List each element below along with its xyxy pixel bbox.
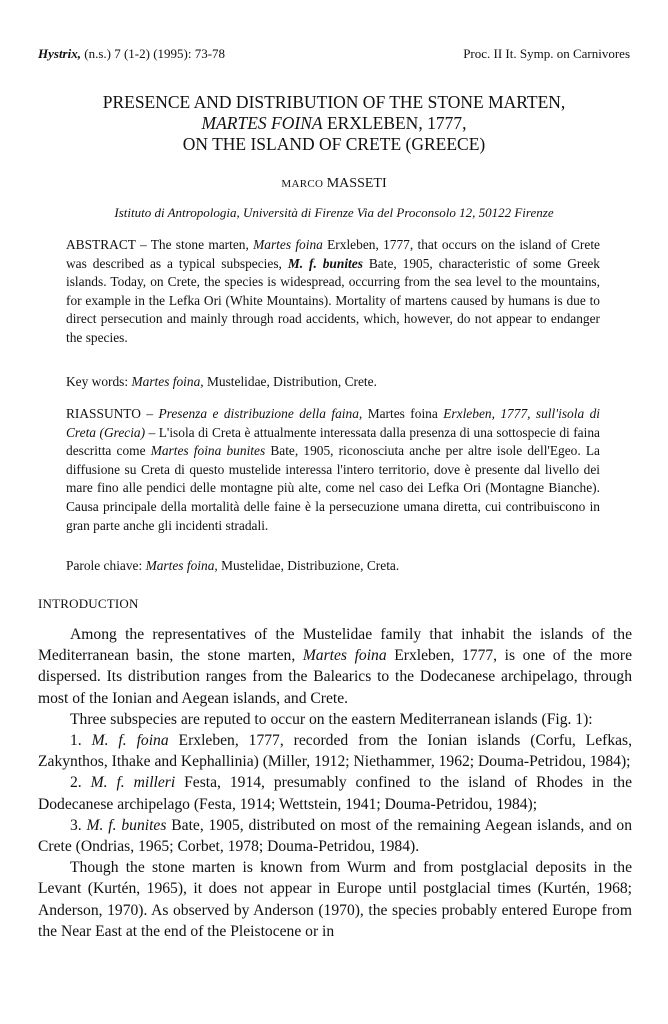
abstract-text-3: Bate, 1905, characteristic of some Greek islands. Today, on Crete, the species is widespread, occurring from the sea level to the mountains, for example in the Lefka Ori (White Mountains). Mortality of martens caused by humans is due to direct persecution and mainly through road accidents, which, however, do not appear to endanger the species.	[66, 255, 600, 345]
title-line-2	[20, 113, 648, 134]
intro-paragraph-1: Among the representatives of the Mustelidae family that inhabit the islands of the Mediterranean basin, the stone marten, Martes foina Erxleben, 1777, is one of the more dispersed. Its distribution ranges from the Balearics to the Dodecanese archipelago, through most of the Ionian and Aegean islands, and Crete.	[38, 626, 632, 707]
abstract	[66, 236, 600, 348]
introduction-body	[38, 624, 632, 942]
proceedings-title: Proc. II It. Symp. on Carnivores	[463, 46, 630, 61]
title-line-1: PRESENCE AND DISTRIBUTION OF THE STONE MARTEN,	[102, 92, 566, 112]
keywords-species-italic: Martes foina	[131, 374, 201, 389]
section-heading-introduction: INTRODUCTION	[38, 596, 139, 611]
title-line-3: ON THE ISLAND OF CRETE (GREECE)	[182, 134, 486, 154]
author-name	[0, 176, 668, 192]
subspecies-name-italic: M. f. bunites	[86, 816, 167, 834]
subspecies-list-item-1: 1. M. f. foina Erxleben, 1777, recorded from the Ionian islands (Corfu, Lefkas, Zakynthos, Ithake and Kephallinia) (Miller, 1912; Niethammer, 1962; Douma-Petridou, 1984);	[38, 732, 632, 771]
journal-citation	[38, 46, 225, 62]
author-first-name: MARCO	[281, 178, 324, 190]
riassunto-species: Martes foina	[362, 406, 444, 421]
title-species-italic: MARTES FOINA	[201, 113, 323, 133]
riassunto	[66, 405, 600, 535]
abstract-text-2: Erxleben, 1777, that occurs on the island of Crete was described as a typical subspecies,	[66, 237, 600, 271]
parole-chiave	[66, 557, 606, 575]
riassunto-title-italic-2: Erxleben, 1777, sull'isola di Creta (Grecia)	[66, 406, 600, 440]
keywords-rest: , Mustelidae, Distribution, Crete.	[200, 374, 377, 389]
riassunto-subspecies-italic: Martes foina bunites	[150, 443, 266, 459]
abstract-subspecies-bold: M. f. bunites	[287, 255, 363, 271]
author-affiliation: Istituto di Antropologia, Università di Firenze Via del Proconsolo 12, 50122 Firenze	[114, 205, 554, 220]
author-last-name: MASSETI	[326, 176, 387, 191]
subspecies-list-item-3: 3. M. f. bunites Bate, 1905, distributed on most of the remaining Aegean islands, and on Crete (Ondrias, 1965; Corbet, 1978; Douma-Petridou, 1984).	[38, 816, 633, 856]
subspecies-name-italic: M. f. foina	[91, 732, 169, 750]
abstract-label: ABSTRACT –	[66, 237, 151, 252]
parole-species-italic: Martes foina	[145, 558, 215, 573]
subspecies-list-item-2: 2. M. f. milleri Festa, 1914, presumably confined to the island of Rhodes in the Dodecanese archipelago (Festa, 1914; Wettstein, 1941; Douma-Petridou, 1984);	[38, 774, 632, 813]
citation-details: (n.s.) 7 (1-2) (1995): 73-78	[80, 46, 226, 61]
article-title	[20, 92, 648, 155]
abstract-text-1: The stone marten,	[150, 237, 254, 252]
keywords	[66, 373, 606, 391]
intro-paragraph-3: Though the stone marten is known from Wurm and from postglacial deposits in the Levant (Kurtén, 1965), it does not appear in Europe until postglacial times (Kurtén, 1968; Anderson, 1970). As observed by Anderson (1970), the species probably entered Europe from the Near East at the end of the Pleistocene or in	[38, 859, 632, 940]
riassunto-text-1: – L'isola di Creta è attualmente interessata dalla presenza di una sottospecie di faina descritta come	[66, 424, 600, 459]
title-line-2-rest: ERXLEBEN, 1777,	[322, 113, 467, 133]
intro-species-italic: Martes foina	[302, 647, 387, 665]
journal-name: Hystrix,	[38, 46, 81, 61]
intro-paragraph-2: Three subspecies are reputed to occur on the eastern Mediterranean islands (Fig. 1):	[70, 710, 593, 728]
keywords-label: Key words:	[66, 374, 132, 389]
subspecies-name-italic: M. f. milleri	[90, 774, 176, 792]
riassunto-title-italic: Presenza e distribuzione della faina,	[158, 406, 363, 421]
abstract-species-italic: Martes foina	[253, 237, 323, 252]
parole-label: Parole chiave:	[66, 558, 146, 573]
riassunto-label: RIASSUNTO –	[66, 406, 159, 421]
running-header	[38, 46, 630, 62]
riassunto-text-2: Bate, 1905, riconosciuta anche per altre isole dell'Egeo. La diffusione su Creta di questo mustelide interessa l'intero territorio, dove è presente dal livello dei mare fino alle pendici delle montagne più alte, come nel caso dei Lefka Ori (Montagne Bianche). Causa principale della mortalità delle faine è la persecuzione umana diretta, cui contribuiscono in gran parte anche gli incidenti stradali.	[66, 443, 600, 533]
parole-rest: , Mustelidae, Distribuzione, Creta.	[214, 558, 400, 573]
